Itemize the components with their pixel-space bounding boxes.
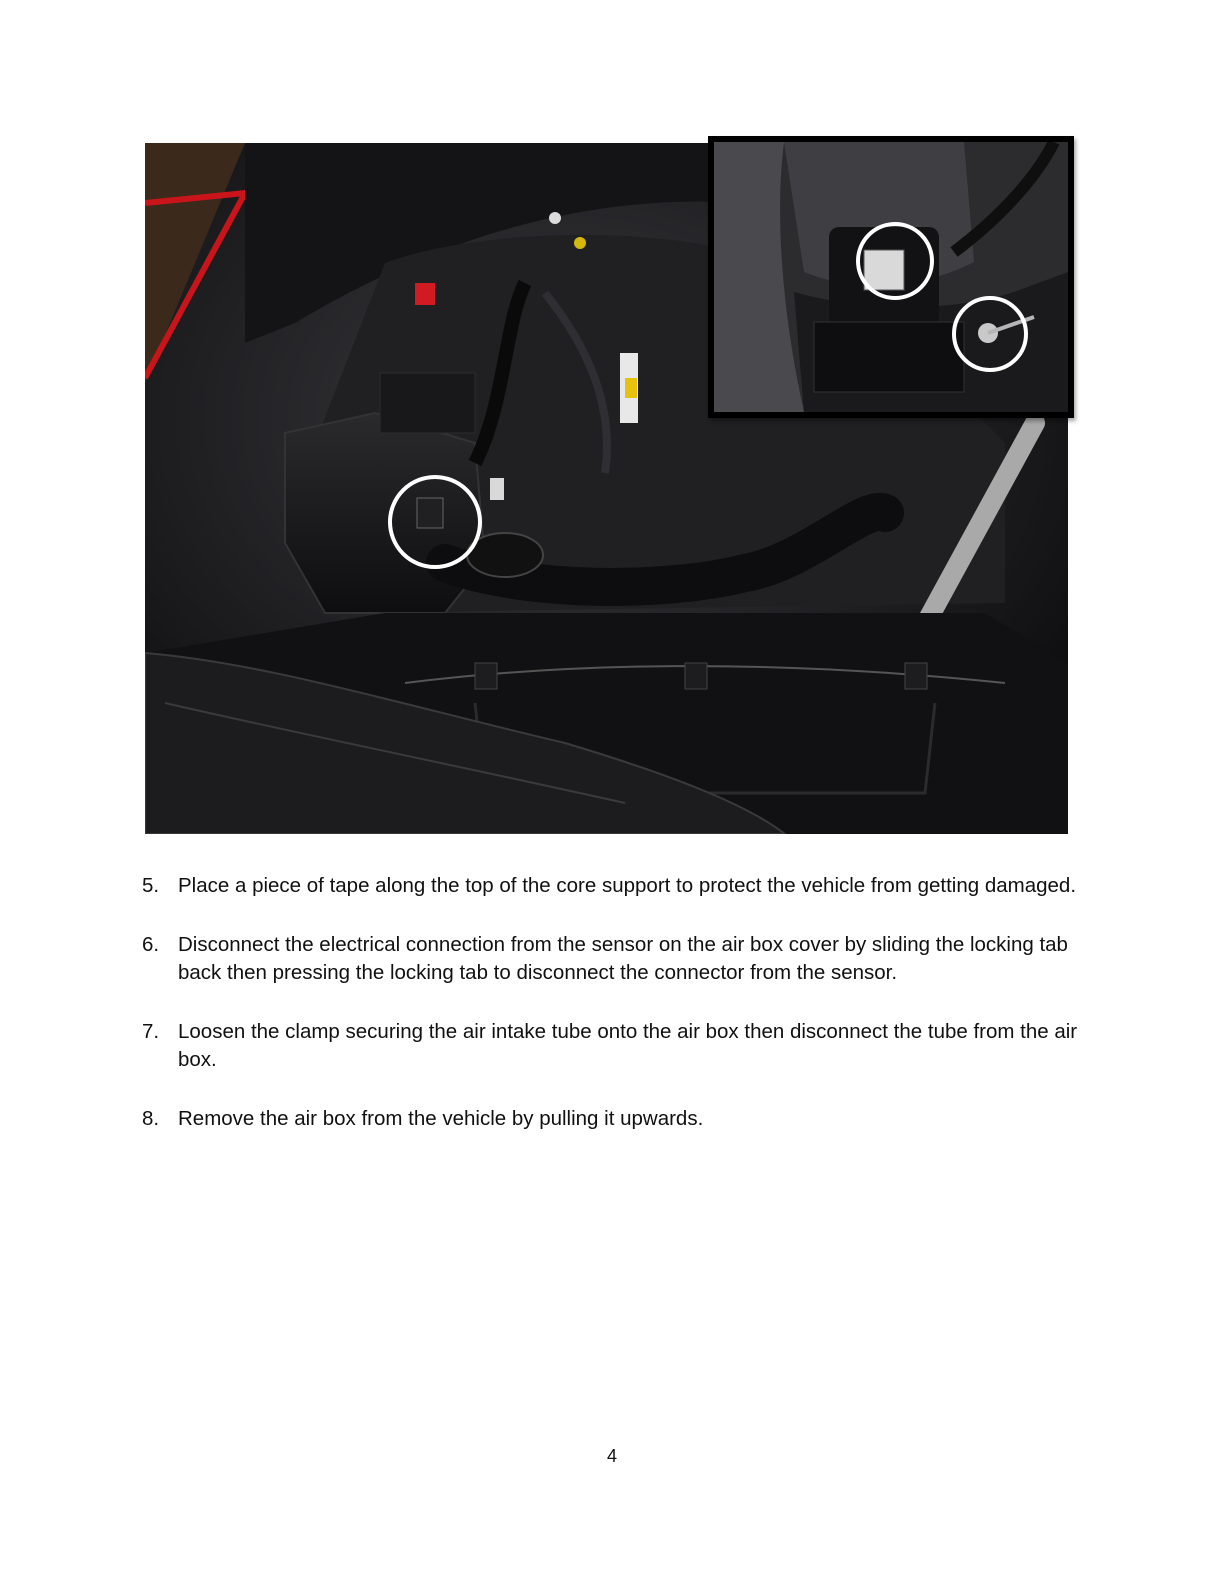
instruction-list — [140, 872, 1080, 1164]
list-item — [140, 1105, 1080, 1133]
step-number: 7. — [142, 1020, 160, 1043]
list-item — [140, 931, 1080, 987]
step-text: Loosen the clamp securing the air intake tube onto the air box then disconnect the tube from the air box. — [178, 1020, 1078, 1071]
list-item — [140, 1018, 1080, 1074]
step-number: 5. — [142, 874, 160, 897]
step-number: 8. — [142, 1107, 160, 1130]
page-number: 4 — [606, 1446, 617, 1466]
sensor-closeup-photo — [708, 136, 1074, 418]
step-number: 6. — [142, 933, 160, 956]
step-text: Disconnect the electrical connection from the sensor on the air box cover by sliding the locking tab back then pressing the locking tab to disconnect the connector from the sensor. — [178, 933, 1068, 984]
step-text: Place a piece of tape along the top of the core support to protect the vehicle from getting damaged. — [178, 874, 1077, 897]
list-item — [140, 872, 1080, 900]
step-text: Remove the air box from the vehicle by pulling it upwards. — [178, 1107, 704, 1130]
